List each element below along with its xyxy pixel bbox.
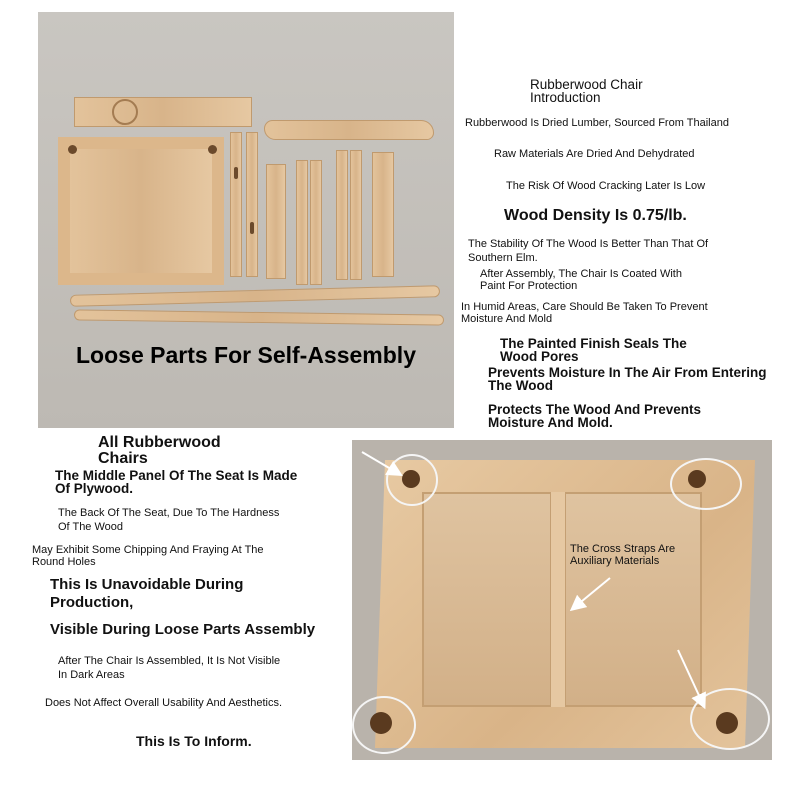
back-rail-part bbox=[74, 97, 252, 127]
inform-text: This Is To Inform. bbox=[136, 733, 252, 749]
middle-panel-text bbox=[55, 469, 297, 495]
annotation-arrows bbox=[352, 440, 772, 760]
arrow-icon bbox=[678, 650, 702, 702]
long-leg-part bbox=[74, 309, 444, 325]
text-line: Protects The Wood And Prevents bbox=[488, 402, 702, 417]
seal-text bbox=[500, 337, 687, 363]
text-line: Chairs bbox=[98, 450, 148, 467]
cross-straps-label bbox=[570, 543, 675, 567]
hole-icon bbox=[208, 145, 217, 154]
text-line: The Cross Straps Are bbox=[570, 543, 676, 555]
arrow-icon bbox=[362, 452, 396, 472]
protects-text bbox=[488, 403, 701, 429]
slat-part bbox=[296, 160, 308, 285]
unavoidable-text bbox=[50, 576, 243, 612]
chipping-text bbox=[32, 544, 264, 568]
usability-text: Does Not Affect Overall Usability And Aesthetics. bbox=[45, 697, 283, 709]
after-assembly-text bbox=[58, 654, 280, 682]
visible-text: Visible During Loose Parts Assembly bbox=[50, 621, 316, 638]
text-line: The Painted Finish Seals The bbox=[500, 336, 687, 351]
text-line: In Humid Areas, Care Should Be Taken To Prevent bbox=[461, 301, 708, 313]
arrow-icon bbox=[576, 578, 610, 606]
seat-frame-part bbox=[58, 137, 224, 285]
prevents-text bbox=[488, 366, 767, 392]
hole-icon bbox=[68, 145, 77, 154]
intro-title bbox=[530, 78, 643, 104]
text-line: After The Chair Is Assembled, It Is Not Visible bbox=[58, 655, 281, 667]
slot-icon bbox=[250, 222, 254, 234]
text-line: May Exhibit Some Chipping And Fraying At The bbox=[32, 544, 264, 556]
text-line: Moisture And Mold. bbox=[488, 415, 613, 430]
text-line: All Rubberwood bbox=[98, 434, 221, 451]
text-line: The Middle Panel Of The Seat Is Made bbox=[55, 468, 298, 483]
back-text bbox=[58, 506, 279, 534]
leg-part bbox=[230, 132, 242, 277]
curved-rail-part bbox=[264, 120, 434, 140]
humid-text bbox=[461, 301, 708, 325]
text-line: In Dark Areas bbox=[58, 669, 125, 681]
text-line: Prevents Moisture In The Air From Entering bbox=[488, 365, 767, 380]
notes-heading bbox=[98, 435, 221, 467]
text-line: Paint For Protection bbox=[480, 280, 578, 292]
intro-line: Raw Materials Are Dried And Dehydrated bbox=[494, 148, 695, 160]
text-line: Wood Pores bbox=[500, 349, 579, 364]
text-line: This Is Unavoidable During bbox=[50, 576, 244, 593]
text-line: Of The Wood bbox=[58, 521, 124, 533]
slat-part bbox=[372, 152, 394, 277]
text-line: Of Plywood. bbox=[55, 481, 134, 496]
text-line: The Wood bbox=[488, 378, 553, 393]
coated-text bbox=[480, 268, 682, 292]
slot-icon bbox=[234, 167, 238, 179]
density-line: Wood Density Is 0.75/lb. bbox=[504, 207, 687, 224]
text-line: The Back Of The Seat, Due To The Hardness bbox=[58, 507, 280, 519]
intro-line: The Risk Of Wood Cracking Later Is Low bbox=[506, 180, 706, 192]
text-line: The Stability Of The Wood Is Better Than That Of bbox=[468, 238, 709, 250]
long-leg-part bbox=[70, 285, 440, 307]
stability-text bbox=[468, 237, 708, 265]
loose-parts-photo bbox=[38, 12, 454, 428]
text-line: Moisture And Mold bbox=[461, 313, 553, 325]
intro-title-line: Rubberwood Chair bbox=[530, 77, 643, 92]
text-line: Auxiliary Materials bbox=[570, 555, 660, 567]
parts-caption: Loose Parts For Self-Assembly bbox=[76, 342, 416, 368]
text-line: After Assembly, The Chair Is Coated With bbox=[480, 268, 682, 280]
text-line: Production, bbox=[50, 594, 134, 611]
carved-logo-icon bbox=[112, 99, 138, 125]
leg-part bbox=[246, 132, 258, 277]
slat-part bbox=[310, 160, 322, 285]
intro-title-line: Introduction bbox=[530, 90, 601, 105]
seat-frame-photo bbox=[352, 440, 772, 760]
slat-part bbox=[350, 150, 362, 280]
slat-part bbox=[266, 164, 286, 279]
slat-part bbox=[336, 150, 348, 280]
intro-line: Rubberwood Is Dried Lumber, Sourced From Thailand bbox=[465, 117, 729, 129]
text-line: Round Holes bbox=[32, 556, 96, 568]
text-line: Southern Elm. bbox=[468, 252, 538, 264]
